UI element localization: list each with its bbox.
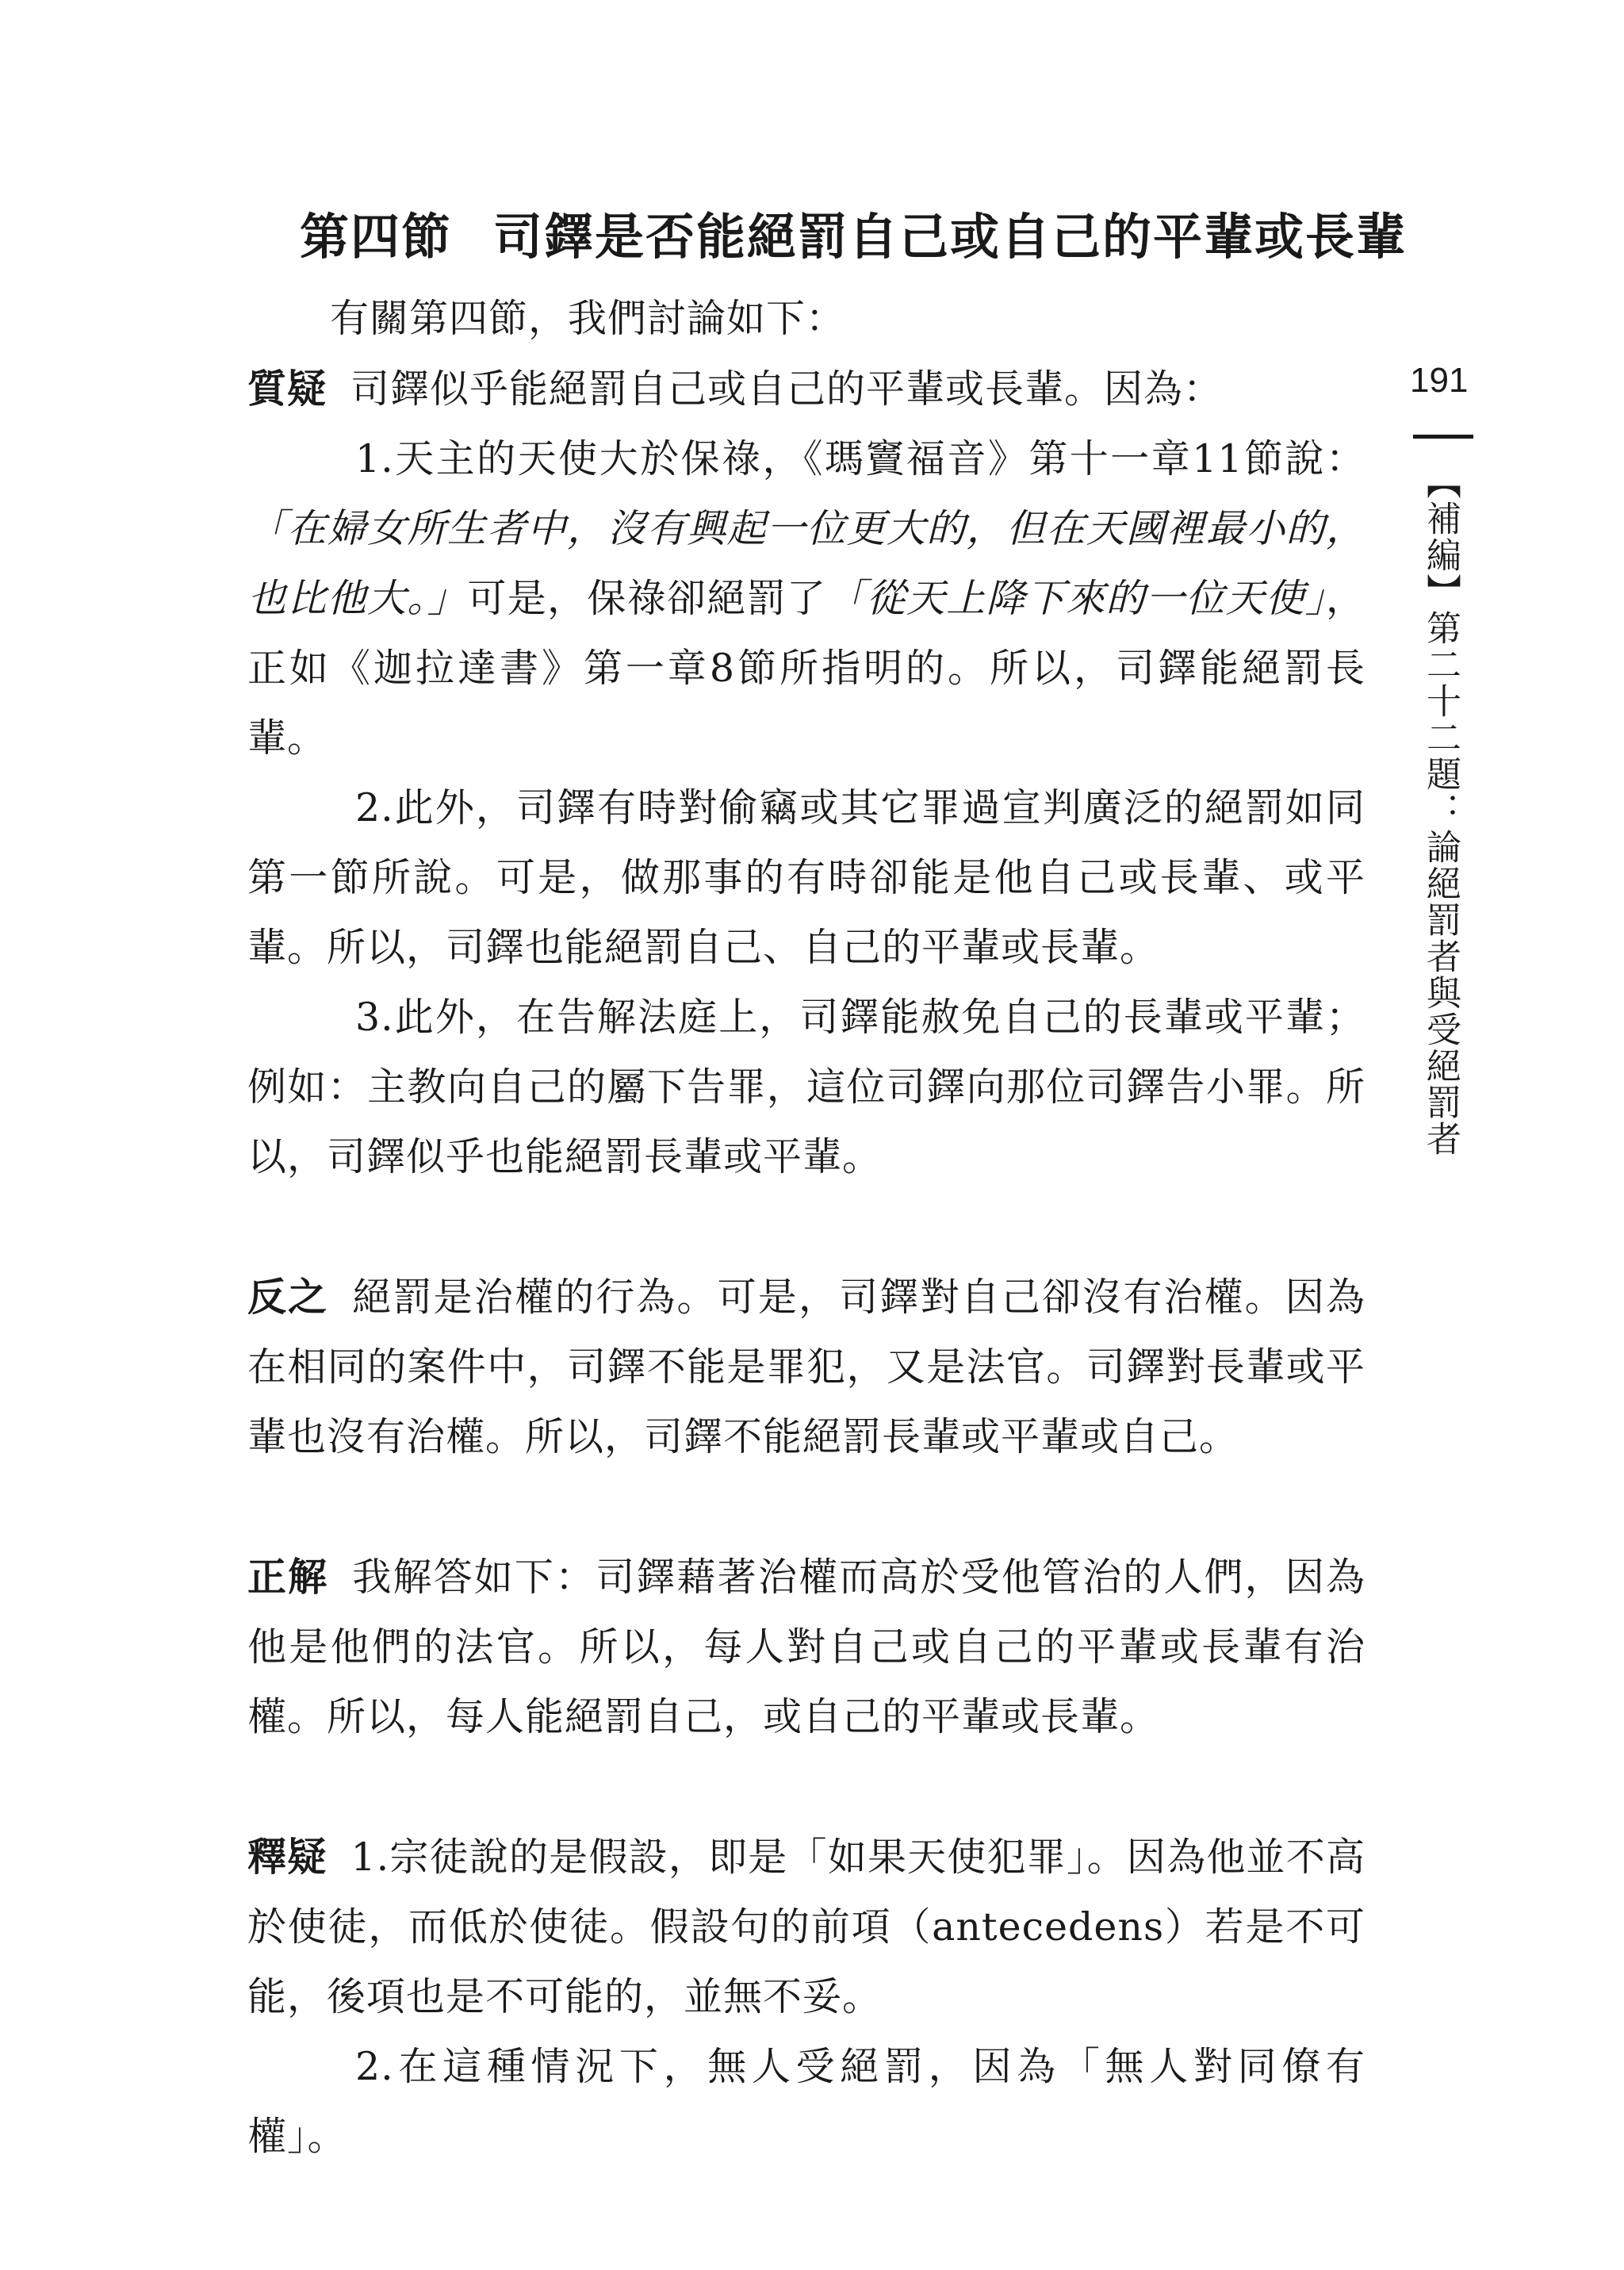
reply-1 (247, 1822, 1365, 2032)
section-title: 司鐸是否能絕罰自己或自己的平輩或長輩 (493, 208, 1408, 266)
objections-label: 質疑 (247, 366, 327, 412)
answer-paragraph (247, 1542, 1365, 1752)
contrary-text: 絕罰是治權的行為。可是，司鐸對自己卻沒有治權。因為在相同的案件中，司鐸不能是罪犯，又是法官。司鐸對長輩或平輩也沒有治權。所以，司鐸不能絕罰長輩或平輩或自己。 (247, 1275, 1365, 1459)
objection-2: 2.此外，司鐸有時對偷竊或其它罪過宣判廣泛的絕罰如同第一節所說。可是，做那事的有時卻能是他自己或長輩、或平輩。所以，司鐸也能絕罰自己、自己的平輩或長輩。 (247, 785, 1365, 970)
running-title: 【補編】第二十二題：論絕罰者與受絕罰者 (1420, 464, 1461, 1157)
objection-1-text: 1.天主的天使大於保祿，《瑪竇福音》第十一章11節說： (355, 436, 1365, 481)
objections-lead (247, 354, 1365, 424)
margin-rule (1413, 435, 1473, 439)
scripture-quote: 「從天上降下來的一位天使」 (826, 576, 1326, 621)
objection-1-text: ，正如《迦拉達書》第一章8節所指明的。所以，司鐸能絕罰長輩。 (247, 576, 1365, 761)
page-number: 191 (1410, 361, 1469, 400)
answer-text: 我解答如下：司鐸藉著治權而高於受他管治的人們，因為他是他們的法官。所以，每人對自己或自己的平輩或長輩有治權。所以，每人能絕罰自己，或自己的平輩或長輩。 (247, 1555, 1365, 1739)
answer-label: 正解 (247, 1554, 329, 1600)
page-body (247, 284, 1365, 2172)
section-number: 第四節 (300, 208, 453, 266)
contrary-paragraph (247, 1262, 1365, 1472)
objections-lead-text: 司鐸似乎能絕罰自己或自己的平輩或長輩。因為： (350, 366, 1224, 412)
reply-2: 2.在這種情況下，無人受絕罰，因為「無人對同僚有權」。 (247, 2044, 1365, 2159)
intro-paragraph: 有關第四節，我們討論如下： (330, 296, 846, 341)
replies-label: 釋疑 (247, 1834, 327, 1880)
paragraph-gap (247, 1192, 1365, 1262)
objection-1 (247, 424, 1365, 773)
paragraph-gap (247, 1752, 1365, 1822)
contrary-label: 反之 (247, 1274, 329, 1320)
objection-1-text: 可是，保祿卻絕罰了 (467, 576, 827, 621)
paragraph-gap (247, 1472, 1365, 1542)
objection-3: 3.此外，在告解法庭上，司鐸能赦免自己的長輩或平輩；例如：主教向自己的屬下告罪，這位司鐸向那位司鐸告小罪。所以，司鐸似乎也能絕罰長輩或平輩。 (247, 995, 1365, 1179)
scripture-quote: 「在婦女所生者中，沒有興起一位更大的，但在天國裡最小的，也比他大。」 (247, 506, 1365, 621)
section-heading (300, 208, 1408, 266)
reply-1-text: 1.宗徒說的是假設，即是「如果天使犯罪」。因為他並不高於使徒，而低於使徒。假設句的前項（antecedens）若是不可能，後項也是不可能的，並無不妥。 (247, 1835, 1365, 2019)
